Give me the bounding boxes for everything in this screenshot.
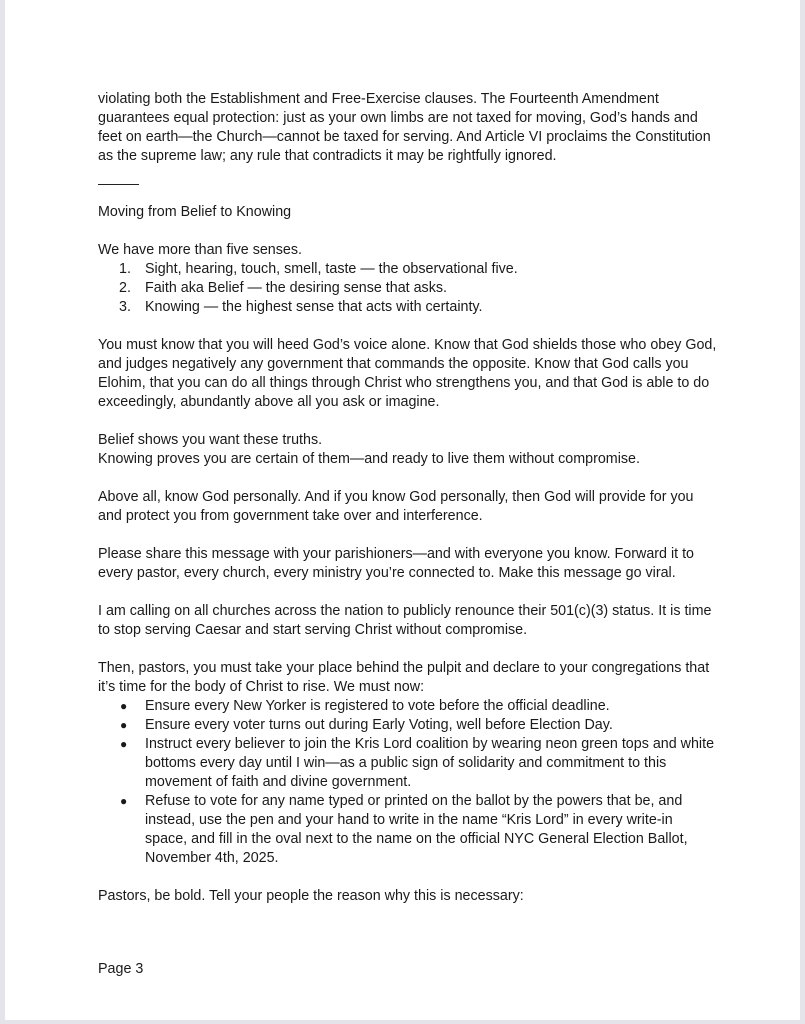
list-item-text: Sight, hearing, touch, smell, taste — the observational five.: [145, 261, 518, 277]
list-item: [98, 792, 718, 868]
bullet-icon: ●: [120, 718, 128, 732]
list-number: 3.: [119, 299, 131, 315]
above-all-paragraph: Above all, know God personally. And if you know God personally, then God will provide for you and protect you from government take over and interference.: [98, 489, 694, 524]
section-divider: [98, 184, 139, 185]
bullet-icon: ●: [120, 737, 128, 751]
know-paragraph: You must know that you will heed God’s voice alone. Know that God shields those who obey God, and judges negatively any government that commands the opposite. Know that God calls you Elohim, that you can do all things through Christ who strengthens you, and that God is able to do exceedingly, abundantly above all you ask or imagine.: [98, 337, 717, 410]
calling-paragraph: I am calling on all churches across the nation to publicly renounce their 501(c)(3) status. It is time to stop serving Caesar and start serving Christ without compromise.: [98, 603, 712, 638]
share-paragraph: Please share this message with your parishioners—and with everyone you know. Forward it to every pastor, every church, every ministry you’re connected to. Make this message go viral.: [98, 546, 694, 581]
list-item: [98, 716, 718, 735]
list-item: [98, 279, 718, 298]
list-item: [98, 735, 718, 792]
list-item-text: Knowing — the highest sense that acts with certainty.: [145, 299, 483, 315]
pastors-paragraph: Then, pastors, you must take your place behind the pulpit and declare to your congregations that it’s time for the body of Christ to rise. We must now:: [98, 660, 710, 695]
document-body: [98, 90, 718, 906]
closing-line: Pastors, be bold. Tell your people the reason why this is necessary:: [98, 888, 524, 904]
list-item: [98, 298, 718, 317]
knowing-line: Knowing proves you are certain of them—and ready to live them without compromise.: [98, 451, 640, 467]
bullet-icon: ●: [120, 794, 128, 808]
list-number: 2.: [119, 280, 131, 296]
document-page: [5, 0, 800, 1020]
belief-line: Belief shows you want these truths.: [98, 432, 323, 448]
list-item-text: Instruct every believer to join the Kris Lord coalition by wearing neon green tops and white bottoms every day until I win—as a public sign of solidarity and commitment to this movement of faith and divine government.: [145, 736, 715, 790]
senses-list: [98, 260, 718, 317]
list-item-text: Ensure every New Yorker is registered to vote before the official deadline.: [145, 698, 610, 714]
list-item-text: Ensure every voter turns out during Early Voting, well before Election Day.: [145, 717, 613, 733]
list-item: [98, 697, 718, 716]
bullet-icon: ●: [120, 699, 128, 713]
actions-list: [98, 697, 718, 868]
list-item: [98, 260, 718, 279]
list-item-text: Refuse to vote for any name typed or printed on the ballot by the powers that be, and instead, use the pen and your hand to write in the name “Kris Lord” in every write-in space, and fill in the oval next to the name on the official NYC General Election Ballot, November 4th, 2025.: [145, 793, 688, 866]
intro-paragraph: violating both the Establishment and Free-Exercise clauses. The Fourteenth Amendment guarantees equal protection: just as your own limbs are not taxed for moving, God’s hands and feet on earth—the Church—cannot be taxed for serving. And Article VI proclaims the Constitution as the supreme law; any rule that contradicts it may be rightfully ignored.: [98, 91, 711, 164]
page-number: Page 3: [98, 961, 144, 977]
section-heading: Moving from Belief to Knowing: [98, 204, 292, 220]
senses-intro: We have more than five senses.: [98, 242, 302, 258]
list-number: 1.: [119, 261, 131, 277]
list-item-text: Faith aka Belief — the desiring sense that asks.: [145, 280, 447, 296]
